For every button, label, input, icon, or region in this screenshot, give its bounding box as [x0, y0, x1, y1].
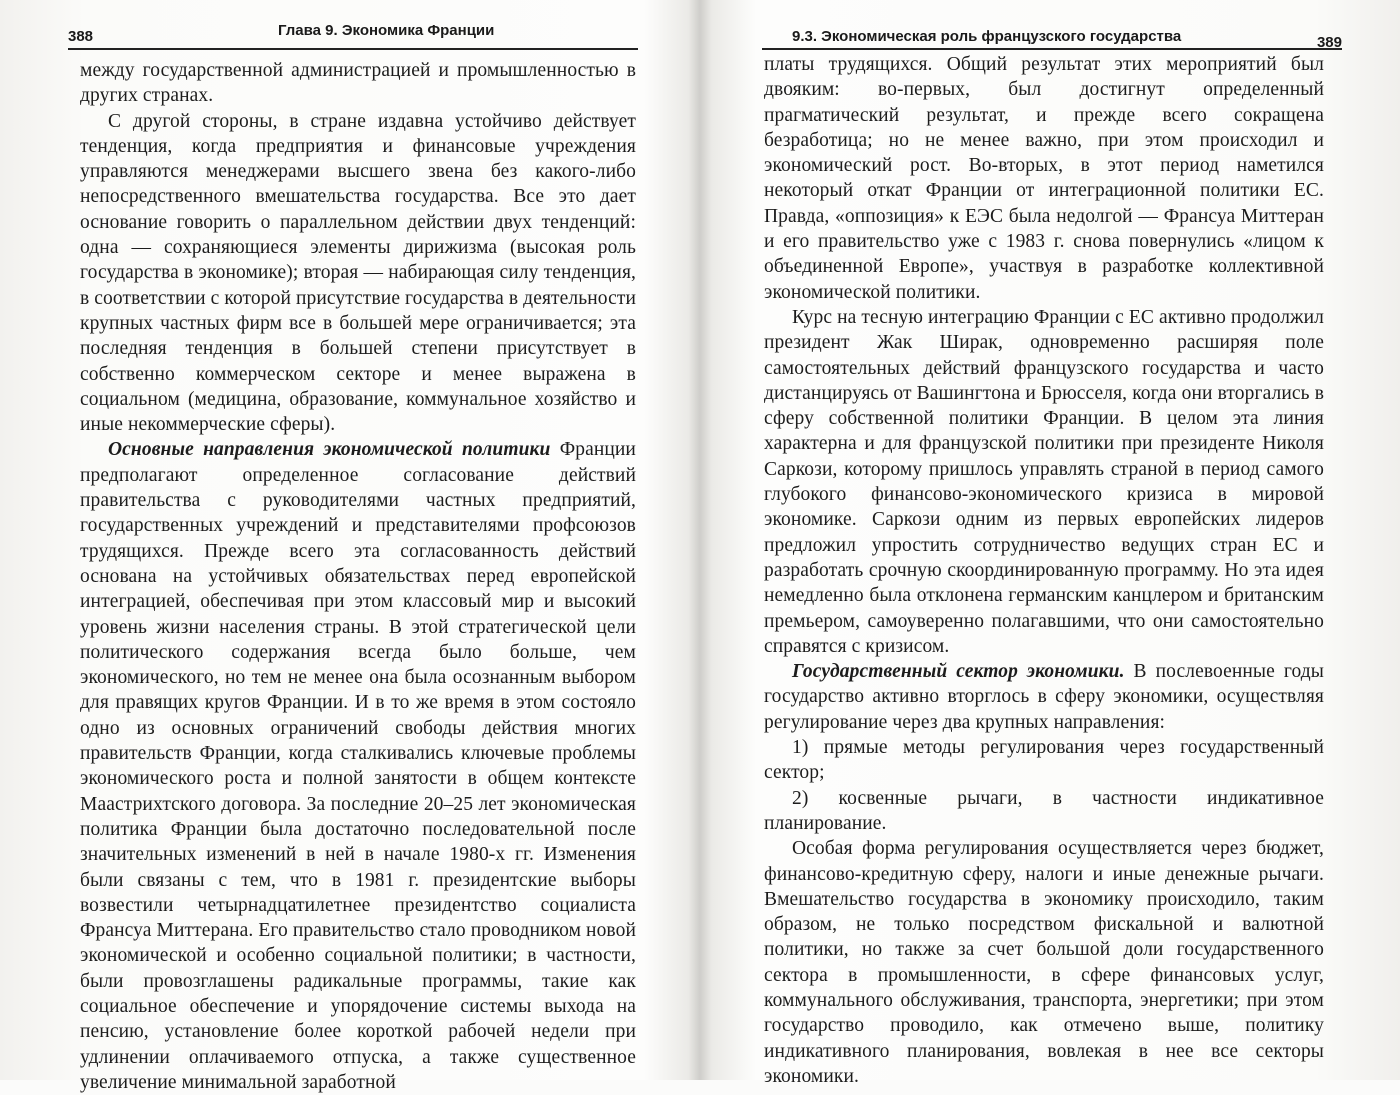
right-page-text — [764, 52, 1324, 1089]
right-paragraph-3 — [764, 659, 1324, 735]
right-paragraph-3-body: В послевоенные годы государство активно вторглось в сферу экономики, осуществляя регулирование через два крупных направления: — [764, 661, 1324, 733]
right-paragraph-3-heading: Государственный сектор экономики. — [792, 661, 1125, 683]
right-running-head — [762, 22, 1342, 50]
right-paragraph-6: Особая форма регулирования осуществляется через бюджет, финансово-кредитную сферу, налоги и иные денежные рычаги. Вмешательство государства в экономику происходило, таким образом, не только посредством фискальной и валютной политики, но также за счет большой доли государственного сектора в промышленности, в сфере финансовых услуг, коммунального обслуживания, транспорта, энергетики; при этом государство проводило, как отмечено выше, политику индикативного планирования, вовлекая в нее все секторы экономики. — [764, 838, 1324, 1087]
left-paragraph-1: между государственной администрацией и промышленностью в других странах. — [80, 60, 636, 107]
left-paragraph-2: С другой стороны, в стране издавна устойчиво действует тенденция, когда предприятия и финансовые учреждения управляются менеджерами высшего звена без какого-либо непосредственного вмешательства государства. Все это дает основание говорить о параллельном действии двух тенденций: одна — сохраняющиеся элементы дирижизма (высокая роль государства в экономике); вторая — набирающая силу тенденция, в соответствии с которой присутствие государства в деятельности крупных частных фирм все в большей мере ограничивается; эта последняя тенденция в большей степени присутствует в собственно коммерческом секторе и менее выражена в социальном (медицина, образование, коммунальное хозяйство и иные некоммерческие сферы). — [80, 110, 637, 436]
left-paragraph-3-heading: Основные направления экономической политики — [108, 439, 551, 461]
left-page-text — [80, 58, 636, 1095]
left-paragraph-3 — [80, 437, 636, 1095]
right-paragraph-1: платы трудящихся. Общий результат этих мероприятий был двояким: во-первых, был достигнут определенный прагматический результат, и прежде всего сокращена безработица; но не менее важно, при этом происходил и экономический рост. Во-вторых, в этот период наметился некоторый откат Франции от интеграционной политики ЕС. Правда, «оппозиция» к ЕЭС была недолгой — Франсуа Миттеран и его правительство уже с 1983 г. снова повернулись «лицом к объединенной Европе», участвуя в разработке коллективной экономической политики. — [764, 54, 1324, 303]
left-page — [0, 0, 690, 1093]
right-page — [710, 0, 1400, 1087]
right-page-number: 389 — [1316, 34, 1342, 51]
left-paragraph-3-body: Франции предполагают определенное согласование действий правительства с руководителями частных предприятий, государственных учреждений и представителями профсоюзов трудящихся. Прежде всего эта согласованность действий основана на устойчивых обязательствах перед европейской интеграцией, обеспечивая при этом классовый мир и высокий уровень жизни населения страны. В этой стратегической цели политического содержания всегда было больше, чем экономического, но тем не менее она была осознанным выбором для правящих кругов Франции. И в то же время в этом состояло одно из основных ограничений свободы действия многих правительств Франции, когда сталкивались ключевые проблемы экономического роста и полной занятости в общем контексте Маастрихтского договора. За последние 20–25 лет экономическая политика Франции была достаточно последовательной после значительных изменений в ней в начале 1980-х гг. Изменения были связаны с тем, что в 1981 г. президентские выборы возвестили четырнадцатилетнее президентство социалиста Франсуа Миттерана. Его правительство стало проводником новой экономической и особенно социальной политики; в частности, были провозглашены радикальные программы, такие как социальное обеспечение и упорядочение системы выхода на пенсию, установление более короткой рабочей недели при удлинении оплачиваемого отпуска, а также существенное увеличение минимальной заработной — [80, 439, 636, 1093]
right-section-title: 9.3. Экономическая роль французского государства — [792, 28, 1182, 45]
right-list-item-1: 1) прямые методы регулирования через государственный сектор; — [764, 737, 1324, 784]
left-running-head — [68, 22, 638, 50]
left-page-number: 388 — [68, 28, 94, 45]
left-chapter-title: Глава 9. Экономика Франции — [278, 22, 495, 39]
right-list-item-2: 2) косвенные рычаги, в частности индикативное планирование. — [764, 787, 1324, 834]
right-paragraph-2: Курс на тесную интеграцию Франции с ЕС активно продолжил президент Жак Ширак, одновременно расширяя поле самостоятельных действий французского государства и часто дистанцируясь от Вашингтона и Брюсселя, когда они вторгались в сферу собственной политики Франции. В целом эта линия характерна и для французской политики при президенте Николя Саркози, которому пришлось управлять страной в период самого глубокого финансово-экономического кризиса в мировой экономике. Саркози одним из первых европейских лидеров предложил упростить сотрудничество ведущих стран ЕС и разработать срочную скоординированную программу. Но эта идея немедленно была отклонена германским канцлером и британским премьером, самоуверенно полагавшими, что они самостоятельно справятся с кризисом. — [764, 306, 1324, 657]
book-gutter — [688, 0, 712, 1080]
